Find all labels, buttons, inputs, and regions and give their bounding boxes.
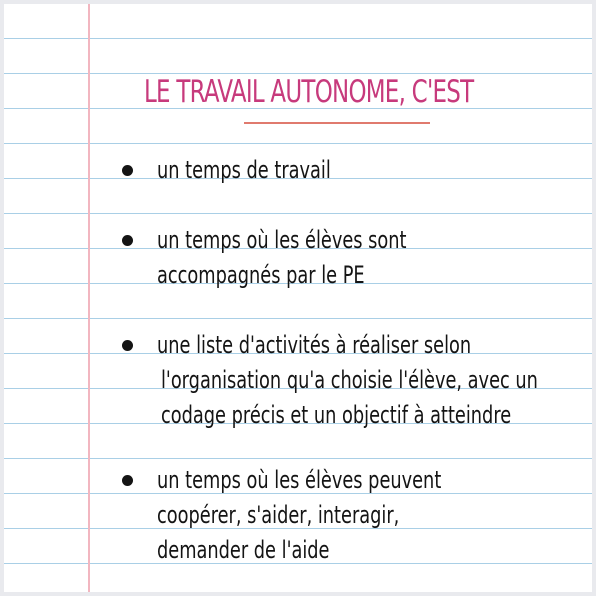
list-item-text — [157, 223, 494, 293]
list-item — [122, 463, 541, 568]
list-item — [122, 223, 494, 293]
page-title: LE TRAVAIL AUTONOME, C'EST — [144, 74, 474, 110]
bullet-icon — [122, 165, 133, 176]
title-underline — [244, 122, 430, 124]
list-item-line: un temps où les élèves sont — [157, 226, 407, 254]
list-item-line: demander de l'aide — [157, 536, 330, 564]
margin-line — [88, 4, 90, 592]
list-item — [122, 328, 592, 433]
bullet-icon — [122, 235, 133, 246]
list-item-line: un temps où les élèves peuvent — [157, 466, 442, 494]
list-item-text — [157, 328, 592, 433]
list-item-line: coopérer, s'aider, interagir, — [157, 501, 400, 529]
bullet-icon — [122, 340, 133, 351]
list-item-line: l'organisation qu'a choisie l'élève, avec un — [161, 366, 538, 394]
list-item — [122, 153, 392, 188]
list-item-text — [157, 153, 392, 188]
list-item-line: un temps de travail — [157, 156, 331, 184]
notebook-page — [4, 4, 592, 592]
list-item-line: accompagnés par le PE — [157, 261, 365, 289]
bullet-icon — [122, 475, 133, 486]
list-item-text — [157, 463, 541, 568]
list-item-line: une liste d'activités à réaliser selon — [157, 331, 472, 359]
list-item-line: codage précis et un objectif à atteindre — [161, 401, 512, 429]
